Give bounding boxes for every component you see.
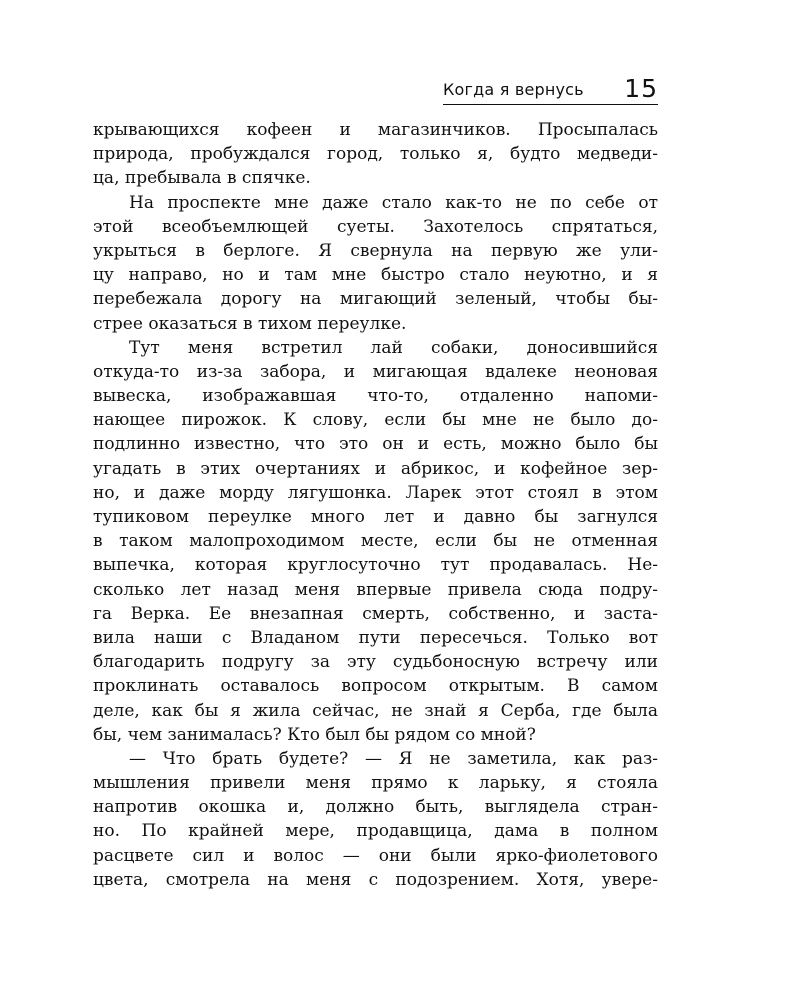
text-line: мышления привели меня прямо к ларьку, я стояла bbox=[93, 773, 658, 794]
text-line: подлинно известно, что это он и есть, можно было бы bbox=[93, 434, 658, 455]
page-number: 15 bbox=[624, 74, 658, 103]
text-line: но. По крайней мере, продавщица, дама в полном bbox=[93, 821, 658, 842]
text-line: угадать в этих очертаниях и абрикос, и кофейное зер- bbox=[93, 458, 658, 479]
text-line: откуда-то из-за забора, и мигающая вдалеке неоновая bbox=[93, 361, 658, 382]
text-line: выпечка, которая круглосуточно тут продавалась. Не- bbox=[93, 555, 658, 576]
text-line: перебежала дорогу на мигающий зеленый, чтобы бы- bbox=[93, 289, 658, 310]
text-line: стрее оказаться в тихом переулке. bbox=[93, 313, 407, 334]
text-line: цу направо, но и там мне быстро стало неуютно, и я bbox=[93, 265, 658, 286]
text-line: вывеска, изображавшая что-то, отдаленно напоми- bbox=[93, 386, 658, 407]
body-text bbox=[93, 118, 658, 892]
text-line: цвета, смотрела на меня с подозрением. Хотя, увере- bbox=[93, 869, 658, 890]
text-line: благодарить подругу за эту судьбоносную встречу или bbox=[93, 652, 658, 673]
text-line: этой всеобъемлющей суеты. Захотелось спрятаться, bbox=[93, 216, 658, 237]
text-line: укрыться в берлоге. Я свернула на первую же ули- bbox=[93, 240, 658, 261]
text-line: проклинать оставалось вопросом открытым. В самом bbox=[93, 676, 658, 697]
header-title: Когда я вернусь bbox=[443, 80, 584, 99]
text-line: Тут меня встретил лай собаки, доносившийся bbox=[129, 337, 658, 358]
text-line: На проспекте мне даже стало как-то не по себе от bbox=[129, 192, 658, 213]
text-line: бы, чем занималась? Кто был бы рядом со мной? bbox=[93, 724, 536, 745]
text-line: но, и даже морду лягушонка. Ларек этот стоял в этом bbox=[93, 482, 658, 503]
text-line: га Верка. Ее внезапная смерть, собственно, и заста- bbox=[93, 603, 658, 624]
text-line: расцвете сил и волос — они были ярко-фиолетового bbox=[93, 845, 658, 866]
text-line: напротив окошка и, должно быть, выглядела стран- bbox=[93, 797, 658, 818]
text-line: сколько лет назад меня впервые привела сюда подру- bbox=[93, 579, 658, 600]
running-header bbox=[443, 70, 658, 105]
text-line: природа, пробуждался город, только я, будто медведи- bbox=[93, 144, 658, 165]
text-line: вила наши с Владаном пути пересечься. Только вот bbox=[93, 627, 658, 648]
text-line: — Что брать будете? — Я не заметила, как раз- bbox=[129, 748, 658, 769]
text-line: ца, пребывала в спячке. bbox=[93, 168, 311, 189]
text-line: крывающихся кофеен и магазинчиков. Просыпалась bbox=[93, 120, 658, 140]
text-line: в таком малопроходимом месте, если бы не отменная bbox=[93, 531, 658, 552]
text-line: тупиковом переулке много лет и давно бы загнулся bbox=[93, 507, 658, 527]
text-line: нающее пирожок. К слову, если бы мне не было до- bbox=[93, 410, 658, 431]
text-line: деле, как бы я жила сейчас, не знай я Серба, где была bbox=[93, 700, 658, 721]
